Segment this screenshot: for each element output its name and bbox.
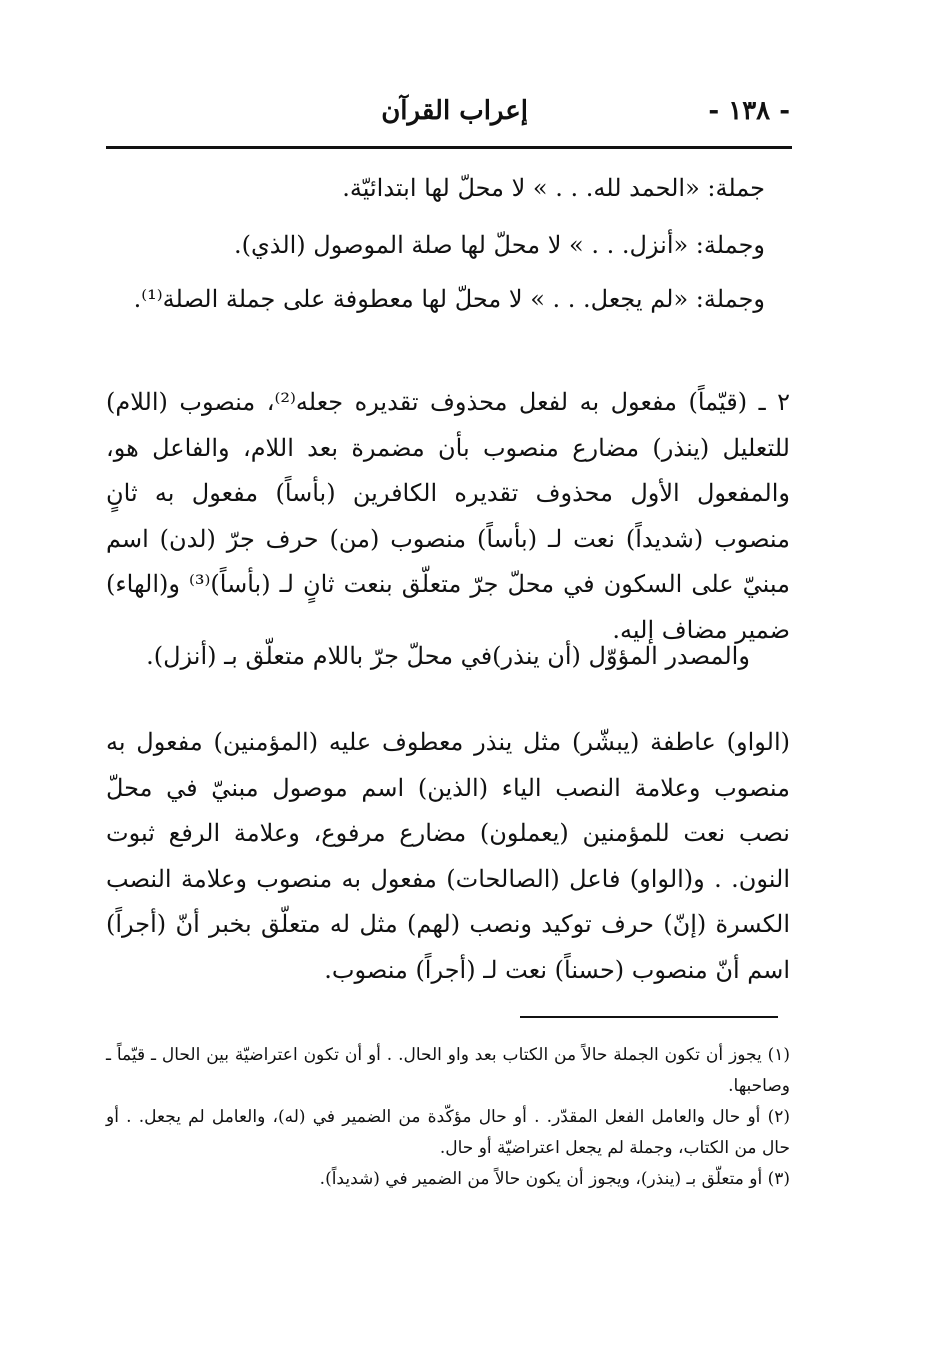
page-number: - ١٣٨ - [708, 96, 790, 126]
masdar-line: والمصدر المؤوّل (أن ينذر)في محلّ جرّ باللام متعلّق بـ (أنزل). [146, 642, 750, 670]
sentence-3: وجملة: «لم يجعل. . . » لا محلّ لها معطوفة على جملة الصلة⁽¹⁾. [133, 285, 765, 313]
footnotes [106, 1040, 790, 1195]
footnote-rule [520, 1016, 778, 1018]
book-title: إعراب القرآن [381, 96, 528, 126]
page-header [106, 96, 790, 140]
paragraph-3: (الواو) عاطفة (يبشّر) مثل ينذر معطوف عليه (المؤمنين) مفعول به منصوب وعلامة النصب الياء (الذين) اسم موصول مبنيّ في محلّ نصب نعت للمؤمنين (يعملون) مضارع مرفوع، وعلامة الرفع ثبوت النون. . و(الواو) فاعل (الصالحات) مفعول به منصوب وعلامة النصب الكسرة (إنّ) حرف توكيد ونصب (لهم) مثل له متعلّق بخبر أنّ (أجراً) اسم أنّ منصوب (حسناً) نعت لـ (أجراً) منصوب. [106, 728, 790, 984]
sentence-1: جملة: «الحمد لله. . . » لا محلّ لها ابتدائيّة. [342, 174, 765, 202]
header-rule [106, 146, 792, 149]
footnote-2: (٢) أو حال والعامل الفعل المقدّر. . أو حال مؤكّدة من الضمير في (له)، والعامل لم يجعل. . أو حال من الكتاب، وجملة لم يجعل اعتراضيّة أو حال. [106, 1107, 790, 1158]
paragraph-2: ٢ ـ (قيّماً) مفعول به لفعل محذوف تقديره جعله⁽²⁾، منصوب (اللام) للتعليل (ينذر) مضارع منصوب بأن مضمرة بعد اللام، والفاعل هو، والمفعول الأول محذوف تقديره الكافرين (بأساً) مفعول به ثانٍ منصوب (شديداً) نعت لـ (بأساً) منصوب (من) حرف جرّ (لدن) اسم مبنيّ على السكون في محلّ جرّ متعلّق بنعت ثانٍ لـ (بأساً)⁽³⁾ و(الهاء) ضمير مضاف إليه. [106, 388, 790, 644]
sentence-2: وجملة: «أنزل. . . » لا محلّ لها صلة الموصول (الذي). [233, 231, 765, 259]
footnote-1: (١) يجوز أن تكون الجملة حالاً من الكتاب بعد واو الحال. . أو أن تكون اعتراضيّة بين الحال ـ قيّماً ـ وصاحبها. [106, 1045, 790, 1096]
footnote-3: (٣) أو متعلّق بـ (ينذر)، ويجوز أن يكون حالاً من الضمير في (شديداً). [319, 1169, 790, 1189]
